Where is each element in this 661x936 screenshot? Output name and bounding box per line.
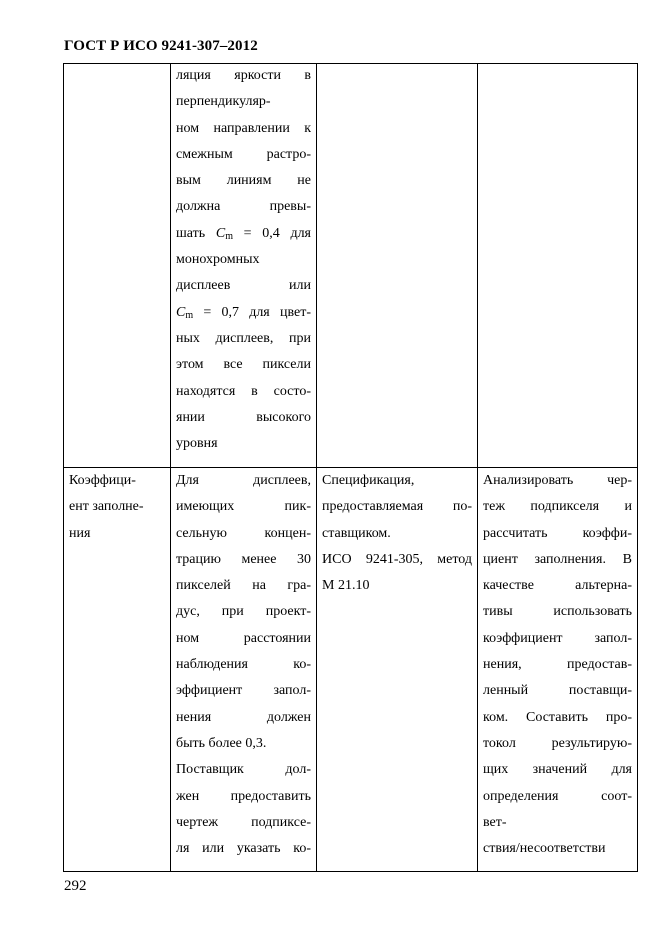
text-line: тивы использовать <box>483 604 632 620</box>
text-line: качестве альтерна- <box>483 578 632 594</box>
text-line: Поставщик дол- <box>176 762 311 778</box>
text-line: вет- <box>483 814 507 830</box>
text-line: эффициент запол- <box>176 683 311 699</box>
text-line: находятся в состо- <box>176 383 311 399</box>
text-line: перпендикуляр- <box>176 94 271 110</box>
text-line: сельную концен- <box>176 525 311 541</box>
text-line: дисплеев или <box>176 278 311 294</box>
text-line: пикселей на гра- <box>176 578 311 594</box>
text-line: предоставляемая по- <box>322 499 472 515</box>
parameter-cell <box>64 468 171 872</box>
text-line: нения должен <box>176 709 311 725</box>
text-line: ных дисплеев, при <box>176 330 311 346</box>
text-line: определения соот- <box>483 788 632 804</box>
table-row-fill-factor <box>64 468 638 872</box>
text-line: уровня <box>176 436 218 452</box>
text-line: коэффициент запол- <box>483 630 632 646</box>
cm-subscript: m <box>185 309 194 321</box>
text-line: трацию менее 30 <box>176 551 311 567</box>
text-line: быть более 0,3. <box>176 735 267 751</box>
text-line: янии высокого <box>176 409 311 425</box>
text-line: ля или указать ко- <box>176 841 311 857</box>
text-line: Анализировать чер- <box>483 473 632 488</box>
cm-subscript: m <box>225 230 233 242</box>
text-line-cm <box>176 221 311 247</box>
text-line: чертеж подпиксе- <box>176 814 311 830</box>
text-line: дус, при проект- <box>176 604 311 620</box>
source-cell-empty <box>317 64 478 468</box>
text-line: ставщиком. <box>322 525 391 541</box>
text-line-cm <box>176 300 311 326</box>
method-cell-empty <box>478 64 638 468</box>
text-line: ном расстоянии <box>176 630 311 646</box>
method-cell <box>478 468 638 872</box>
text-line: ленный поставщи- <box>483 683 632 699</box>
text-line: этом все пиксели <box>176 357 311 373</box>
text-line: жен предоставить <box>176 788 311 804</box>
table-row-continued <box>64 64 638 468</box>
requirement-cell <box>171 64 317 468</box>
text-line: Для дисплеев, <box>176 473 311 488</box>
text-line: токол результирую- <box>483 735 632 751</box>
text-line: должна превы- <box>176 199 311 215</box>
text-line: наблюдения ко- <box>176 657 311 673</box>
text-line: имеющих пик- <box>176 499 311 515</box>
page-number: 292 <box>64 878 87 894</box>
requirements-table <box>63 63 638 872</box>
text-line: смежным растро- <box>176 146 311 162</box>
text-line: нения, предостав- <box>483 657 632 673</box>
text-line: монохромных <box>176 252 260 268</box>
text-line: ком. Составить про- <box>483 709 632 725</box>
text-line: М 21.10 <box>322 578 370 594</box>
text-line: ляция яркости в <box>176 68 311 83</box>
text-line: теж подпикселя и <box>483 499 632 515</box>
text-fragment: = 0,4 для <box>232 225 311 241</box>
text-line: ном направлении к <box>176 120 311 136</box>
text-line: рассчитать коэффи- <box>483 525 632 541</box>
text-line: Спецификация, <box>322 473 415 488</box>
cm-symbol: C <box>215 225 226 241</box>
text-fragment: шать <box>176 225 216 241</box>
text-line: Коэффици- <box>69 473 136 488</box>
text-line: щих значений для <box>483 762 632 778</box>
text-line: ствия/несоответстви <box>483 841 606 857</box>
document-header: ГОСТ Р ИСО 9241-307–2012 <box>64 38 258 54</box>
text-fragment: = 0,7 для цвет- <box>193 304 311 320</box>
text-line: ИСО 9241-305, метод <box>322 551 472 567</box>
text-line: вым линиям не <box>176 173 311 189</box>
cm-symbol: C <box>176 304 186 320</box>
parameter-cell-empty <box>64 64 171 468</box>
text-line: ния <box>69 525 91 541</box>
text-line: циент заполнения. В <box>483 551 632 567</box>
text-line: ент заполне- <box>69 499 144 515</box>
requirement-cell <box>171 468 317 872</box>
source-cell <box>317 468 478 872</box>
